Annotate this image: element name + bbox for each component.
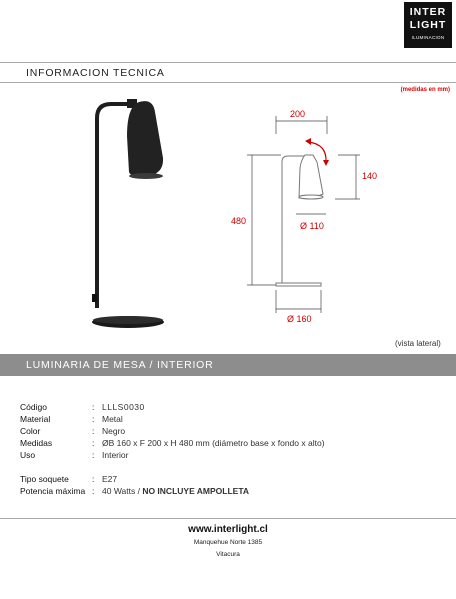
logo-line-2: LIGHT xyxy=(409,19,447,31)
spec-value-emphasis: NO INCLUYE AMPOLLETA xyxy=(142,486,250,496)
section-bar xyxy=(0,354,456,376)
spec-value: 40 Watts / xyxy=(102,486,143,496)
spec-colon: : xyxy=(92,474,95,484)
header-divider-top xyxy=(0,62,456,63)
spec-value: LLLS0030 xyxy=(102,402,145,412)
spec-label: Código xyxy=(20,402,47,412)
dim-shade-diameter: Ø 110 xyxy=(300,221,324,231)
footer-address-line-1: Manquehue Norte 1385 xyxy=(193,539,263,546)
spec-value: Interior xyxy=(102,450,129,460)
spec-label: Tipo soquete xyxy=(20,474,69,484)
units-note: (medidas en mm) xyxy=(400,87,450,93)
spec-colon: : xyxy=(92,426,95,436)
header-title: INFORMACION TECNICA xyxy=(26,67,165,79)
spec-label: Material xyxy=(20,414,51,424)
spec-colon: : xyxy=(92,414,95,424)
spec-label: Potencia máxima xyxy=(20,486,86,496)
header-divider-bottom xyxy=(0,82,456,83)
lamp-photo xyxy=(85,96,185,332)
spec-colon: : xyxy=(92,438,95,448)
brand-logo xyxy=(404,2,452,48)
footer-divider xyxy=(0,518,456,519)
dim-height: 480 xyxy=(231,216,247,226)
spec-value: Negro xyxy=(102,426,126,436)
dimension-diagram xyxy=(245,100,385,320)
spec-colon: : xyxy=(92,486,95,496)
dim-shade-height: 140 xyxy=(362,171,378,181)
spec-value: ØB 160 x F 200 x H 480 mm (diámetro base x fondo x alto) xyxy=(102,438,325,448)
footer-website-link[interactable]: www.interlight.cl xyxy=(188,524,268,535)
spec-colon: : xyxy=(92,450,95,460)
footer-address-line-2: Vitacura xyxy=(216,551,240,558)
logo-line-1: INTER xyxy=(409,6,447,18)
logo-line-3: ILUMINACION xyxy=(411,35,445,40)
spec-colon: : xyxy=(92,402,95,412)
spec-value-wrapper xyxy=(102,486,249,496)
dim-base-diameter: Ø 160 xyxy=(287,314,312,324)
spec-label: Uso xyxy=(20,450,36,460)
section-title: LUMINARIA DE MESA / INTERIOR xyxy=(26,359,214,371)
spec-label: Medidas xyxy=(20,438,53,448)
spec-value: E27 xyxy=(102,474,118,484)
dim-width: 200 xyxy=(290,109,306,119)
spec-value: Metal xyxy=(102,414,123,424)
view-caption: (vista lateral) xyxy=(395,339,441,348)
spec-label: Color xyxy=(20,426,41,436)
